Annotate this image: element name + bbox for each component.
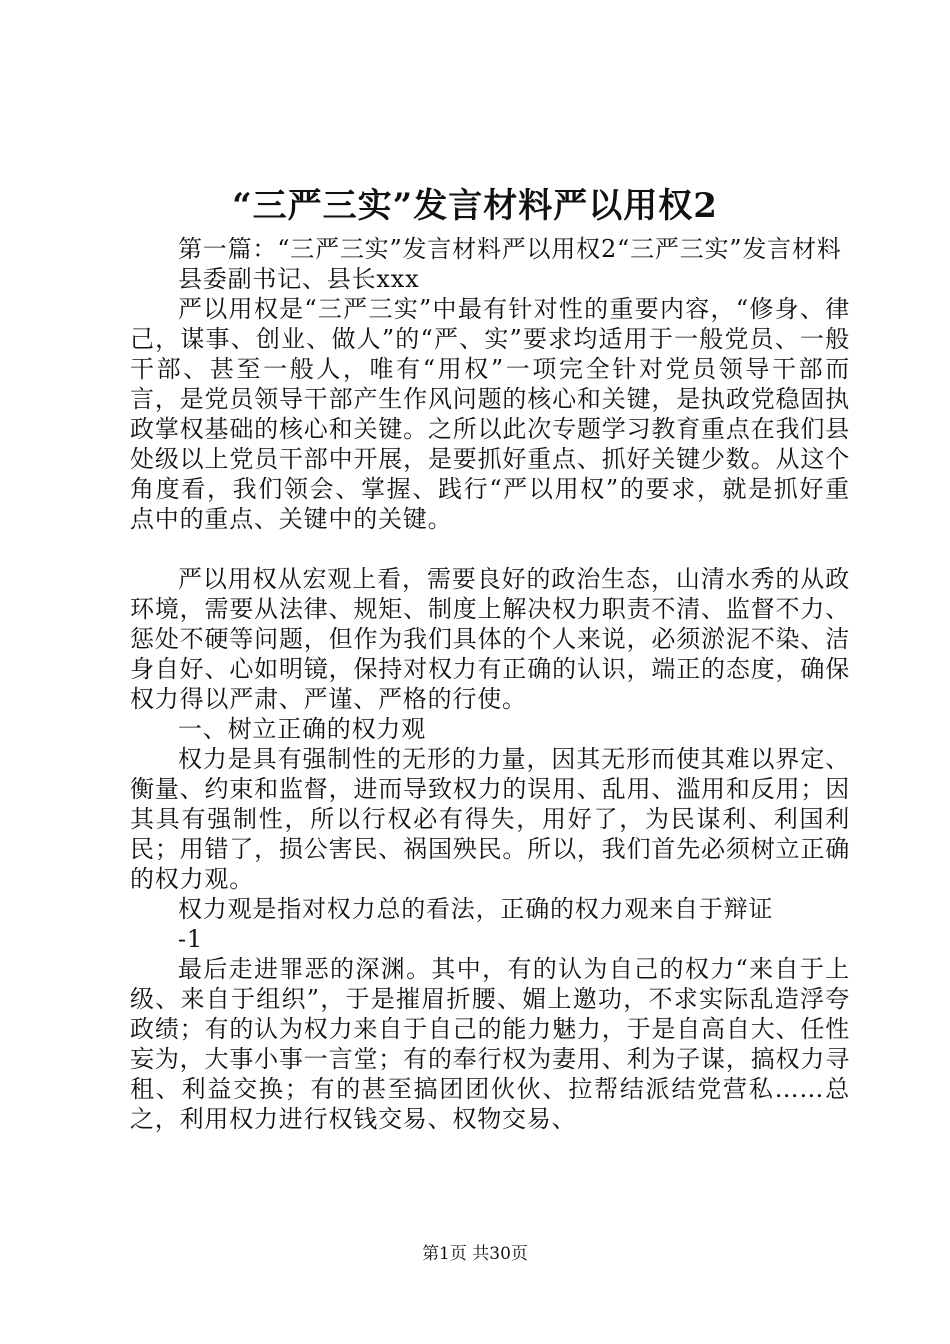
paragraph-power-nature: 权力是具有强制性的无形的力量，因其无形而使其难以界定、衡量、约束和监督，进而导致权力的误用、乱用、滥用和反用；因其具有强制性，所以行权必有得失，用好了，为民谋利、利国利民；用错了，损公害民、祸国殃民。所以，我们首先必须树立正确的权力观。: [130, 745, 850, 893]
paragraph-power-view: 权力观是指对权力总的看法，正确的权力观来自于辩证: [178, 895, 774, 923]
paragraph-author: 县委副书记、县长xxx: [178, 265, 420, 293]
paragraph-intro: 严以用权是“三严三实”中最有针对性的重要内容，“修身、律己，谋事、创业、做人”的“严、实”要求均适用于一般党员、一般干部、甚至一般人，唯有“用权”一项完全针对党员领导干部而言，是党员领导干部产生作风问题的核心和关键，是执政党稳固执政掌权基础的核心和关键。之所以此次专题学习教育重点在我们县处级以上党员干部中开展，是要抓好重点、抓好关键少数。从这个角度看，我们领会、掌握、践行“严以用权”的要求，就是抓好重点中的重点、关键中的关键。: [130, 295, 850, 533]
page-marker: -1: [178, 925, 203, 953]
page-footer: 第1页 共30页: [422, 1244, 528, 1264]
document-body: [130, 234, 850, 1134]
paragraph-consequences: 最后走进罪恶的深渊。其中，有的认为自己的权力“来自于上级、来自于组织”，于是摧眉折腰、媚上邀功，不求实际乱造浮夸政绩；有的认为权力来自于自己的能力魅力，于是自高自大、任性妄为，大事小事一言堂；有的奉行权为妻用、利为子谋，搞权力寻租、利益交换；有的甚至搞团团伙伙、拉帮结派结党营私……总之，利用权力进行权钱交易、权物交易、: [130, 955, 850, 1133]
document-title: “三严三实”发言材料严以用权2: [232, 186, 718, 226]
paragraph-macro-view: 严以用权从宏观上看，需要良好的政治生态，山清水秀的从政环境，需要从法律、规矩、制度上解决权力职责不清、监督不力、惩处不硬等问题，但作为我们具体的个人来说，必须淤泥不染、洁身自好、心如明镜，保持对权力有正确的认识，端正的态度，确保权力得以严肃、严谨、严格的行使。: [130, 565, 850, 713]
paragraph-heading-line: 第一篇：“三严三实”发言材料严以用权2“三严三实”发言材料: [178, 235, 842, 263]
paragraph-gap: [130, 534, 850, 564]
section-heading: 一、树立正确的权力观: [178, 715, 426, 743]
